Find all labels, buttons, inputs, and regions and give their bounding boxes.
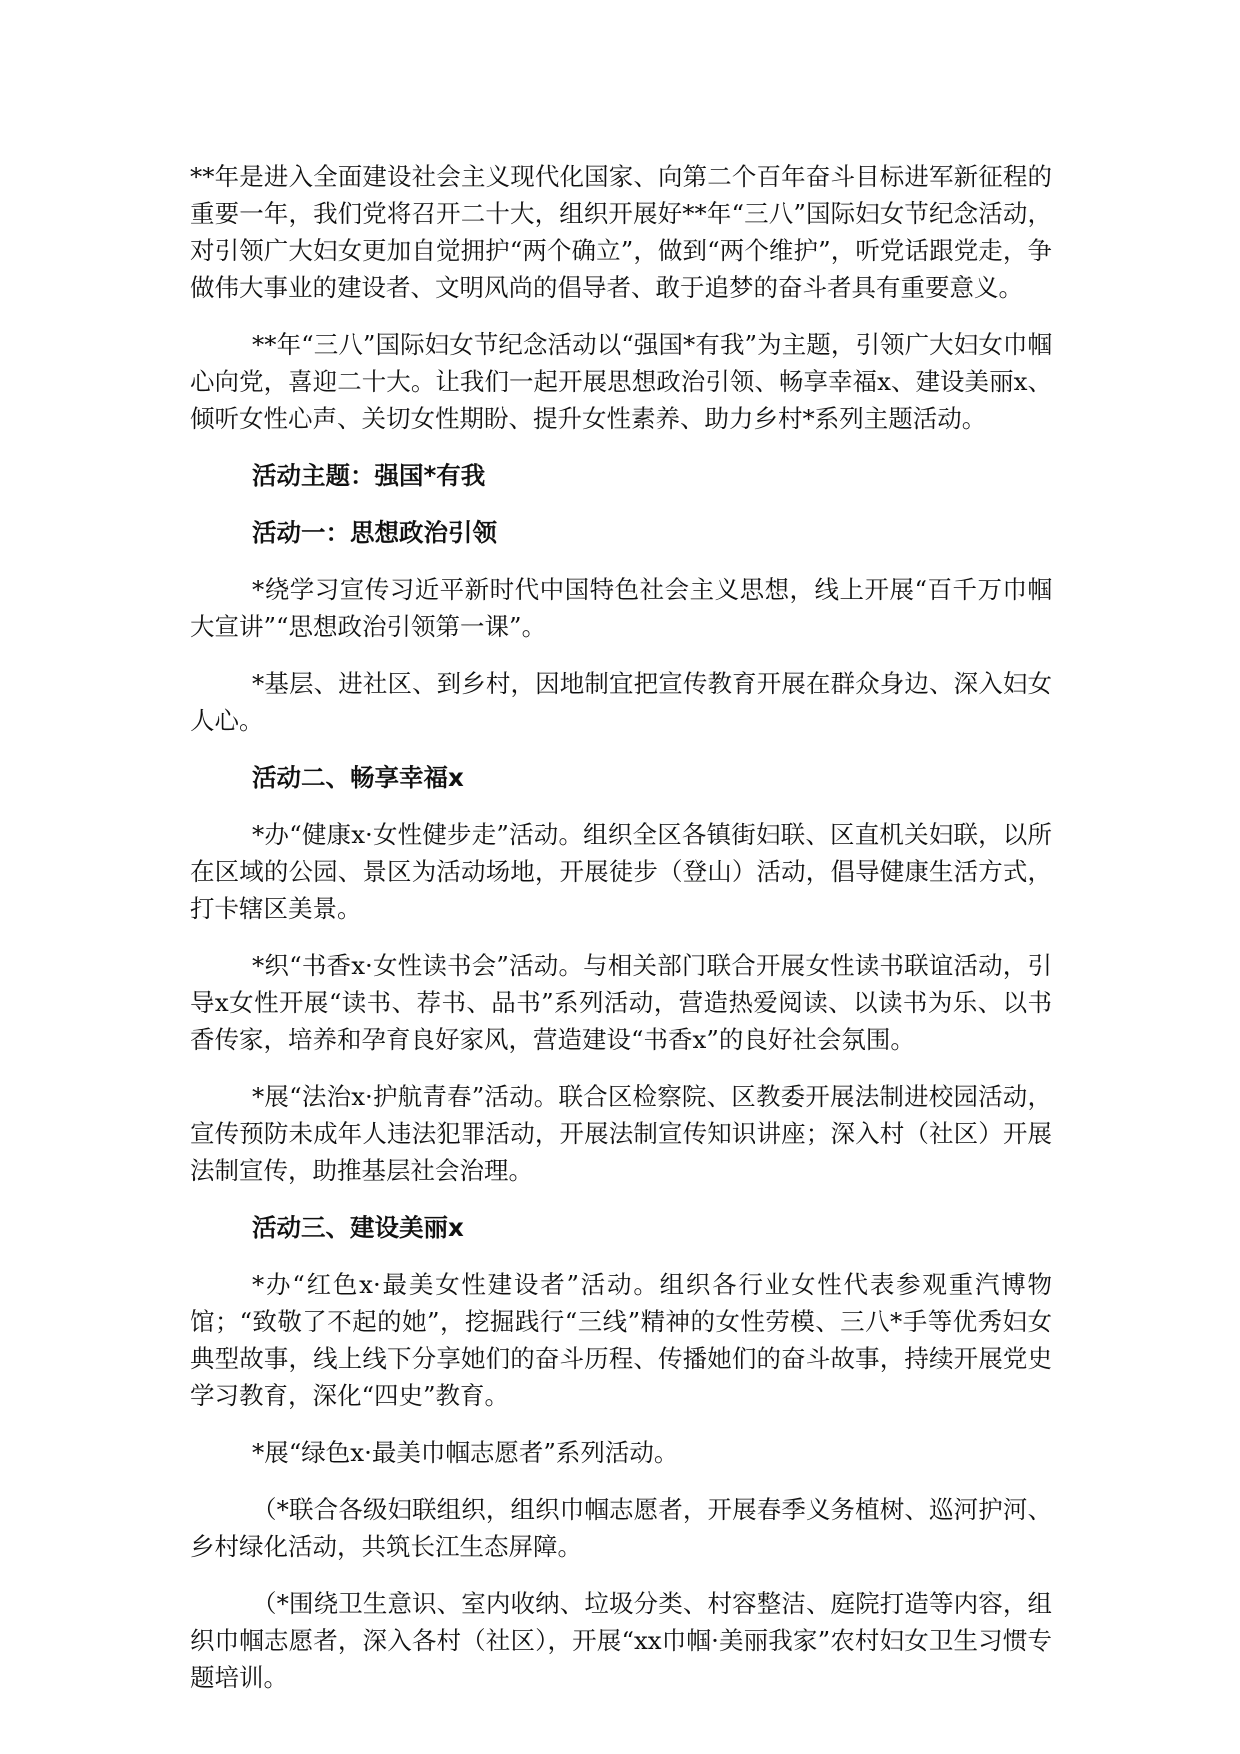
activity-two-item-3: *展“法治x·护航青春”活动。联合区检察院、区教委开展法制进校园活动，宣传预防未成年人违法犯罪活动，开展法制宣传知识讲座；深入村（社区）开展法制宣传，助推基层社会治理。 — [190, 1082, 1052, 1185]
activity-three-subitem-1: （*联合各级妇联组织，组织巾帼志愿者，开展春季义务植树、巡河护河、乡村绿化活动，共筑长江生态屏障。 — [190, 1495, 1052, 1561]
activity-three-heading: 活动三、建设美丽x — [252, 1213, 464, 1242]
activity-two-item-1: *办“健康x·女性健步走”活动。组织全区各镇街妇联、区直机关妇联，以所在区域的公园、景区为活动场地，开展徒步（登山）活动，倡导健康生活方式，打卡辖区美景。 — [190, 820, 1052, 923]
activity-three-item-1: *办“红色x·最美女性建设者”活动。组织各行业女性代表参观重汽博物馆；“致敬了不起的她”，挖掘践行“三线”精神的女性劳模、三八*手等优秀妇女典型故事，线上线下分享她们的奋斗历程、传播她们的奋斗故事，持续开展党史学习教育，深化“四史”教育。 — [190, 1270, 1052, 1410]
activity-three-item-2: *展“绿色x·最美巾帼志愿者”系列活动。 — [252, 1438, 679, 1467]
activity-two-item-2: *织“书香x·女性读书会”活动。与相关部门联合开展女性读书联谊活动，引导x女性开展“读书、荐书、品书”系列活动，营造热爱阅读、以读书为乐、以书香传家，培养和孕育良好家风，营造建设“书香x”的良好社会氛围。 — [190, 951, 1052, 1054]
activity-one-item-1: *绕学习宣传习近平新时代中国特色社会主义思想，线上开展“百千万巾帼大宣讲”“思想政治引领第一课”。 — [190, 575, 1052, 641]
activity-theme-heading: 活动主题：强国*有我 — [252, 461, 486, 490]
activity-one-item-2: *基层、进社区、到乡村，因地制宜把宣传教育开展在群众身边、深入妇女人心。 — [190, 669, 1052, 735]
activity-three-subitem-2: （*围绕卫生意识、室内收纳、垃圾分类、村容整洁、庭院打造等内容，组织巾帼志愿者，深入各村（社区），开展“xx巾帼·美丽我家”农村妇女卫生习惯专题培训。 — [190, 1589, 1052, 1692]
document-page — [190, 158, 1052, 1716]
activity-one-heading: 活动一：思想政治引领 — [252, 518, 497, 547]
activity-two-heading: 活动二、畅享幸福x — [252, 763, 464, 792]
theme-paragraph: **年“三八”国际妇女节纪念活动以“强国*有我”为主题，引领广大妇女巾帼心向党，喜迎二十大。让我们一起开展思想政治引领、畅享幸福x、建设美丽x、倾听女性心声、关切女性期盼、提升女性素养、助力乡村*系列主题活动。 — [190, 330, 1052, 433]
intro-paragraph: **年是进入全面建设社会主义现代化国家、向第二个百年奋斗目标进军新征程的重要一年，我们党将召开二十大，组织开展好**年“三八”国际妇女节纪念活动，对引领广大妇女更加自觉拥护“两个确立”，做到“两个维护”，听党话跟党走，争做伟大事业的建设者、文明风尚的倡导者、敢于追梦的奋斗者具有重要意义。 — [190, 162, 1052, 302]
